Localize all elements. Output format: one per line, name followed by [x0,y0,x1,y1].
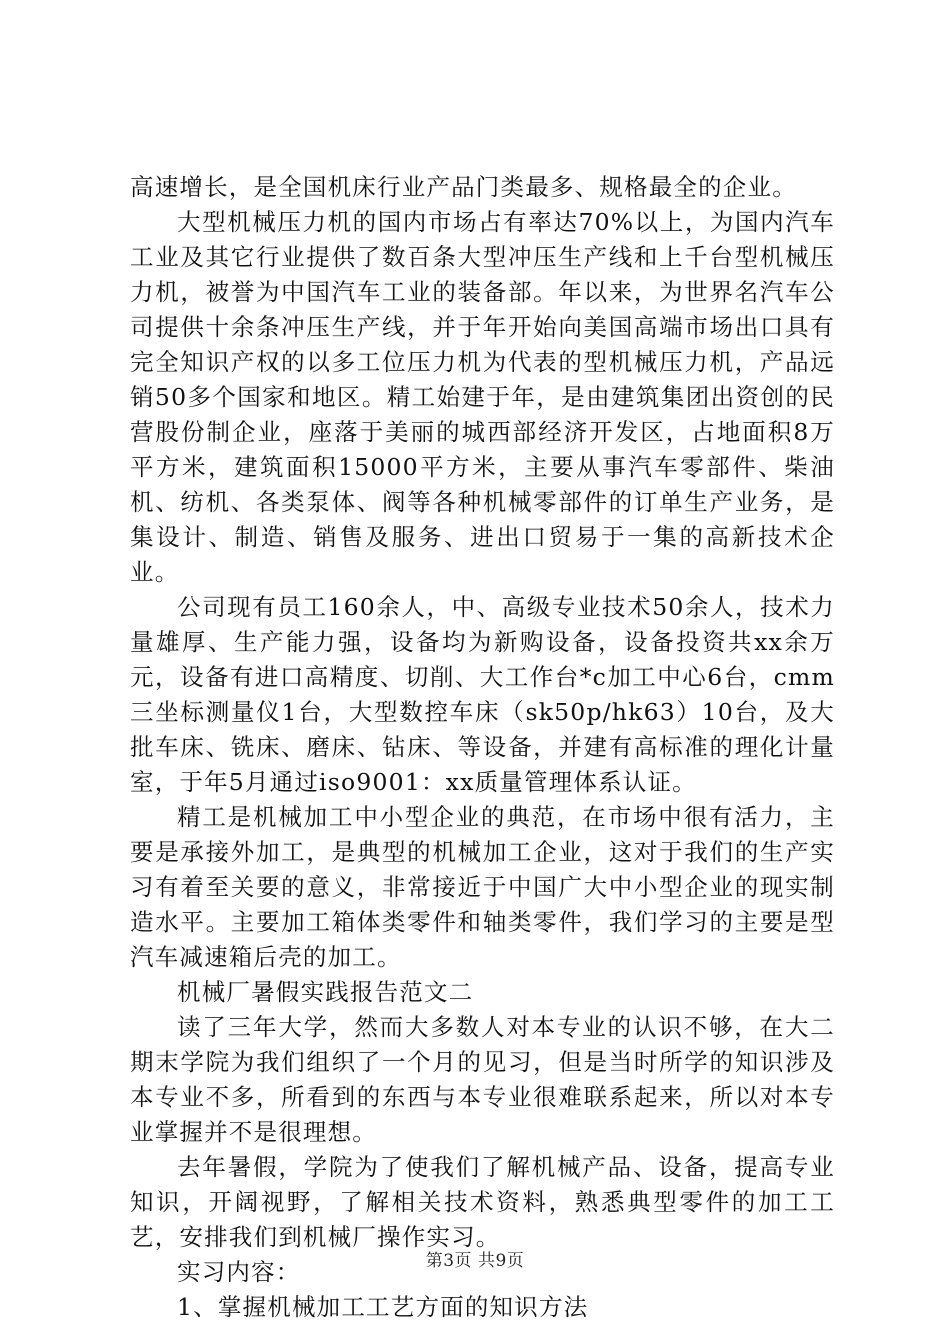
paragraph-enterprise-model: 精工是机械加工中小型企业的典范，在市场中很有活力，主要是承接外加工，是典型的机械加工企业，这对于我们的生产实习有着至关要的意义，非常接近于中国广大中小型企业的现实制造水平。主要加工箱体类零件和轴类零件，我们学习的主要是型汽车减速箱后壳的加工。 [130,803,835,971]
section-heading: 机械厂暑假实践报告范文二 [177,978,474,1006]
paragraph-university: 读了三年大学，然而大多数人对本专业的认识不够，在大二期末学院为我们组织了一个月的见习，但是当时所学的知识涉及本专业不多，所看到的东西与本专业很难联系起来，所以对本专业掌握并不是很理想。 [130,1013,835,1146]
document-body [130,170,835,1325]
paragraph-company-staff: 公司现有员工160余人，中、高级专业技术50余人，技术力量雄厚、生产能力强，设备均为新购设备，设备投资共xx余万元，设备有进口高精度、切削、大工作台*c加工中心6台，cmm三坐标测量仪1台，大型数控车床（sk50p/hk63）10台，及大批车床、铣床、磨床、钻床、等设备，并建有高标准的理化计量室，于年5月通过iso9001：xx质量管理体系认证。 [130,593,835,796]
paragraph-item-1: 1、掌握机械加工工艺方面的知识方法 [177,1293,589,1321]
page-footer: 第3页 共9页 [425,1251,525,1271]
paragraph-summer-internship: 去年暑假，学院为了使我们了解机械产品、设备，提高专业知识，开阔视野，了解相关技术资料，熟悉典型零件的加工工艺，安排我们到机械厂操作实习。 [130,1153,835,1251]
paragraph-content-label: 实习内容： [177,1258,301,1286]
paragraph-continuation: 高速增长，是全国机床行业产品门类最多、规格最全的企业。 [130,173,797,201]
paragraph-press-market: 大型机械压力机的国内市场占有率达70%以上，为国内汽车工业及其它行业提供了数百条大型冲压生产线和上千台型机械压力机，被誉为中国汽车工业的装备部。年以来，为世界名汽车公司提供十余条冲压生产线，并于年开始向美国高端市场出口具有完全知识产权的以多工位压力机为代表的型机械压力机，产品远销50多个国家和地区。精工始建于年，是由建筑集团出资创的民营股份制企业，座落于美丽的城西部经济开发区，占地面积8万平方米，建筑面积15000平方米，主要从事汽车零部件、柴油机、纺机、各类泵体、阀等各种机械零部件的订单生产业务，是集设计、制造、销售及服务、进出口贸易于一集的高新技术企业。 [130,208,835,586]
